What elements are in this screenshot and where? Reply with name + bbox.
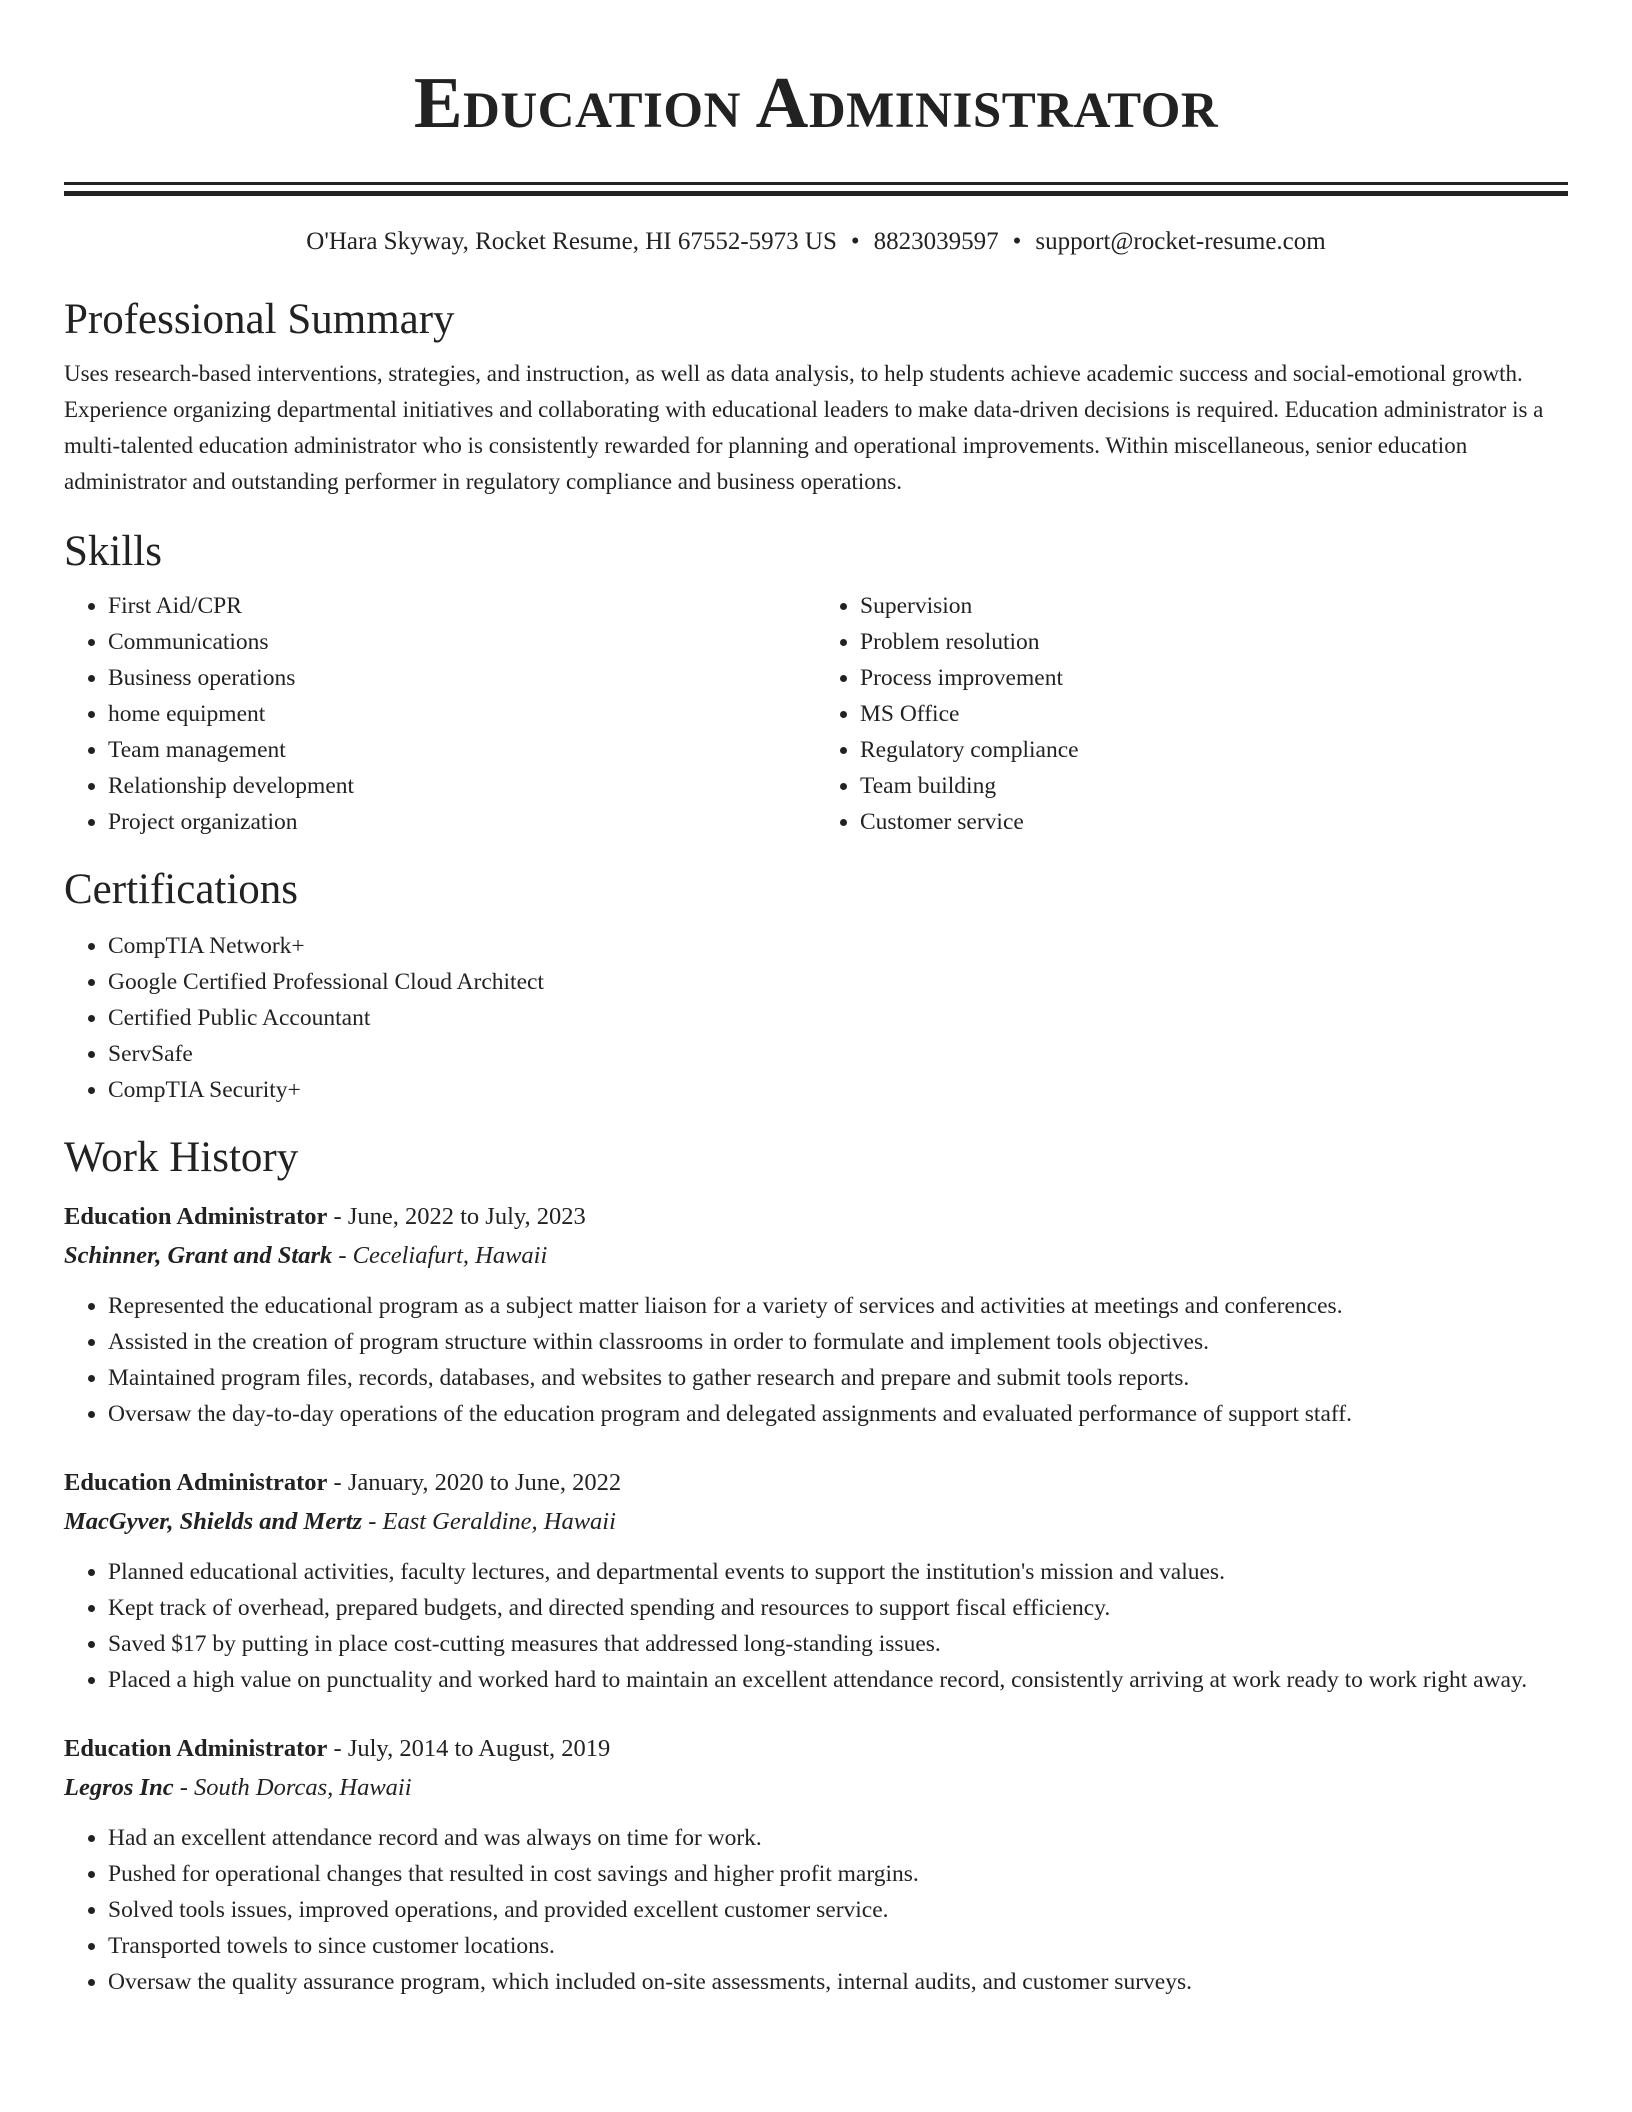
list-item: • Planned educational activities, faculty lectures, and departmental events to support the institution's mission and values. [108, 1554, 1568, 1590]
contact-address: O'Hara Skyway, Rocket Resume, HI 67552-5973 US [306, 228, 837, 255]
job-company: Schinner, Grant and Stark [64, 1242, 333, 1269]
job-entry [64, 1464, 1568, 1698]
list-item: • CompTIA Security+ [108, 1072, 1568, 1108]
list-item: • Relationship development [108, 768, 816, 804]
page-title: Education Administrator [413, 62, 1219, 143]
list-item: • Placed a high value on punctuality and worked hard to maintain an excellent attendance record, consistently arriving at work ready to work right away. [108, 1662, 1568, 1698]
list-item: • Team building [860, 768, 1568, 804]
job-company-line [64, 1502, 1568, 1542]
list-item: • Pushed for operational changes that resulted in cost savings and higher profit margins. [108, 1856, 1568, 1892]
list-item: • Kept track of overhead, prepared budgets, and directed spending and resources to support fiscal efficiency. [108, 1590, 1568, 1626]
header-divider-thick [64, 191, 1568, 196]
contact-email: support@rocket-resume.com [1035, 228, 1326, 255]
list-item: • Regulatory compliance [860, 732, 1568, 768]
list-item: • Oversaw the quality assurance program, which included on-site assessments, internal audits, and customer surveys. [108, 1964, 1568, 2000]
list-item: • Represented the educational program as a subject matter liaison for a variety of services and activities at meetings and conferences. [108, 1288, 1568, 1324]
job-location: - East Geraldine, Hawaii [362, 1508, 616, 1535]
list-item: • First Aid/CPR [108, 588, 816, 624]
contact-phone: 8823039597 [873, 228, 999, 255]
job-bullets [64, 1288, 1568, 1432]
list-item: • ServSafe [108, 1036, 1568, 1072]
job-entry [64, 1198, 1568, 1432]
job-title: Education Administrator [64, 1203, 328, 1230]
job-dates: - June, 2022 to July, 2023 [327, 1203, 586, 1230]
job-title: Education Administrator [64, 1469, 328, 1496]
list-item: • CompTIA Network+ [108, 928, 1568, 964]
list-item: • Team management [108, 732, 816, 768]
job-company-line [64, 1236, 1568, 1276]
list-item: • home equipment [108, 696, 816, 732]
work-history-heading: Work History [64, 1134, 299, 1181]
job-title-line [64, 1464, 1568, 1502]
list-item: • Problem resolution [860, 624, 1568, 660]
job-bullets [64, 1554, 1568, 1698]
list-item: • Process improvement [860, 660, 1568, 696]
list-item: • Project organization [108, 804, 816, 840]
list-item: • Communications [108, 624, 816, 660]
job-title-line [64, 1198, 1568, 1236]
skills-list-right [816, 588, 1568, 840]
list-item: • Oversaw the day-to-day operations of the education program and delegated assignments and evaluated performance of support staff. [108, 1396, 1568, 1432]
list-item: • Certified Public Accountant [108, 1000, 1568, 1036]
job-company-line [64, 1768, 1568, 1808]
list-item: • Saved $17 by putting in place cost-cutting measures that addressed long-standing issues. [108, 1626, 1568, 1662]
list-item: • Transported towels to since customer locations. [108, 1928, 1568, 1964]
list-item: • Maintained program files, records, databases, and websites to gather research and prepare and submit tools reports. [108, 1360, 1568, 1396]
job-dates: - January, 2020 to June, 2022 [327, 1469, 622, 1496]
job-title-line [64, 1730, 1568, 1768]
skills-list-left [64, 588, 816, 840]
job-entry [64, 1730, 1568, 2000]
certifications-heading: Certifications [64, 866, 299, 913]
contact-separator: • [1012, 228, 1022, 255]
job-location: - South Dorcas, Hawaii [173, 1774, 412, 1801]
job-company: Legros Inc [64, 1774, 174, 1801]
job-bullets [64, 1820, 1568, 2000]
job-location: - Ceceliafurt, Hawaii [332, 1242, 548, 1269]
list-item: • Supervision [860, 588, 1568, 624]
list-item: • Solved tools issues, improved operations, and provided excellent customer service. [108, 1892, 1568, 1928]
list-item: • MS Office [860, 696, 1568, 732]
contact-separator: • [850, 228, 860, 255]
list-item: • Google Certified Professional Cloud Architect [108, 964, 1568, 1000]
list-item: • Business operations [108, 660, 816, 696]
certifications-list [64, 928, 1568, 1108]
list-item: • Customer service [860, 804, 1568, 840]
header-divider-thin [64, 182, 1568, 185]
skills-columns [64, 588, 1568, 840]
job-title: Education Administrator [64, 1735, 328, 1762]
list-item: • Had an excellent attendance record and was always on time for work. [108, 1820, 1568, 1856]
job-dates: - July, 2014 to August, 2019 [327, 1735, 611, 1762]
skills-heading: Skills [64, 528, 162, 575]
job-company: MacGyver, Shields and Mertz [64, 1508, 363, 1535]
summary-text: Uses research-based interventions, strategies, and instruction, as well as data analysis, to help students achieve academic success and social-emotional growth. Experience organizing departmental initiatives and collaborating with educational leaders to make data-driven decisions is required. Education administrator is a multi-talented education administrator who is consistently rewarded for planning and operational improvements. Within miscellaneous, senior education administrator and outstanding performer in regulatory compliance and business operations. [64, 361, 1544, 494]
list-item: • Assisted in the creation of program structure within classrooms in order to formulate and implement tools objectives. [108, 1324, 1568, 1360]
summary-heading: Professional Summary [64, 296, 455, 343]
contact-line [64, 226, 1568, 258]
